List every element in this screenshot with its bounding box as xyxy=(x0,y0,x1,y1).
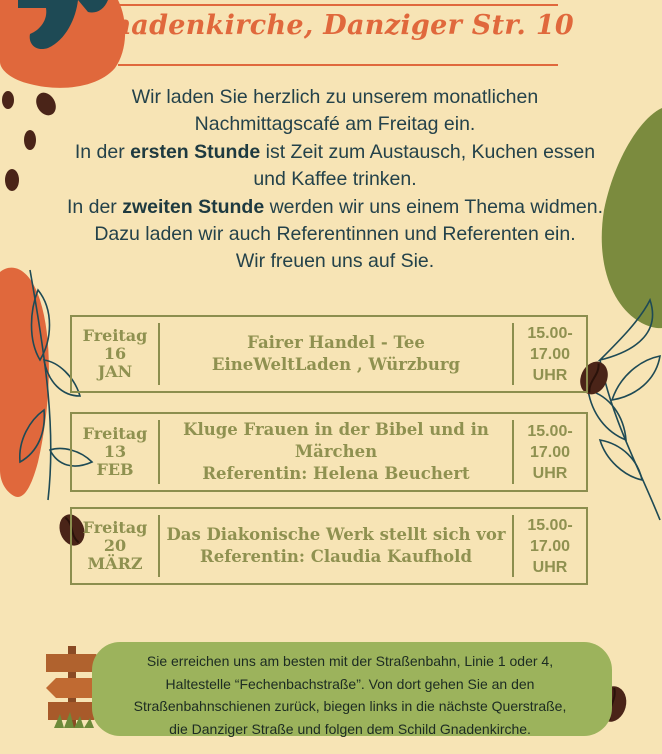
intro-line xyxy=(20,194,650,221)
event-date xyxy=(72,425,158,479)
event-time-unit: UHR xyxy=(532,558,568,576)
footer-directions-text xyxy=(80,650,620,740)
event-date xyxy=(72,519,158,573)
event-weekday: Freitag xyxy=(82,424,148,443)
footer-line: die Danziger Straße und folgen dem Schild Gnadenkirche. xyxy=(169,720,531,737)
intro-line: und Kaffee trinken. xyxy=(253,168,417,191)
event-day: 13 xyxy=(103,442,127,461)
event-description xyxy=(160,332,512,376)
title-rule-bottom xyxy=(118,64,558,66)
event-day: 16 xyxy=(103,344,127,363)
intro-line: Wir freuen uns auf Sie. xyxy=(235,250,435,273)
intro-line xyxy=(20,139,650,166)
event-time xyxy=(514,515,586,578)
event-card-maerz xyxy=(70,507,588,585)
event-month: MÄRZ xyxy=(87,554,143,573)
intro-text-part: werden wir uns einem Thema widmen. xyxy=(264,195,604,218)
event-date xyxy=(72,327,158,381)
event-time-start: 15.00- xyxy=(527,422,573,440)
footer-line: Haltestelle “Fechenbachstraße”. Von dort gehen Sie an den xyxy=(165,675,535,692)
event-month: JAN xyxy=(97,362,133,381)
event-line: Kluge Frauen in der Bibel und in xyxy=(183,420,489,439)
event-line: Referentin: Helena Beuchert xyxy=(202,464,470,483)
event-line: Märchen xyxy=(294,442,378,461)
orange-blob-left xyxy=(0,268,49,497)
intro-text-part: In der xyxy=(74,140,131,163)
intro-line: Nachmittagscafé am Freitag ein. xyxy=(194,113,476,136)
event-time-unit: UHR xyxy=(532,366,568,384)
event-weekday: Freitag xyxy=(82,518,148,537)
event-time-start: 15.00- xyxy=(527,324,573,342)
page-title: Gnadenkirche, Danziger Str. 10 xyxy=(87,10,574,41)
footer-line: Sie erreichen uns am besten mit der Straßenbahn, Linie 1 oder 4, xyxy=(146,653,554,669)
event-description xyxy=(160,419,512,485)
event-card-feb xyxy=(70,412,588,492)
coffee-dot xyxy=(5,169,19,191)
event-card-jan xyxy=(70,315,588,393)
footer-line: Straßenbahnschienen zurück, biegen links in die nächste Querstraße, xyxy=(133,698,567,714)
intro-bold: zweiten Stunde xyxy=(122,195,265,218)
event-month: FEB xyxy=(96,460,134,479)
event-time-unit: UHR xyxy=(532,464,568,482)
event-time xyxy=(514,421,586,484)
intro-text-part: In der xyxy=(66,195,123,218)
intro-line: Dazu laden wir auch Referentinnen und Referenten ein. xyxy=(94,223,576,246)
leaf-branch-icon xyxy=(588,300,660,520)
intro-line: Wir laden Sie herzlich zu unserem monatlichen xyxy=(131,86,539,108)
event-weekday: Freitag xyxy=(82,326,148,345)
event-line: Referentin: Claudia Kaufhold xyxy=(200,547,472,566)
intro-bold: ersten Stunde xyxy=(130,140,261,163)
event-line: Fairer Handel - Tee xyxy=(247,333,425,352)
intro-text-part: ist Zeit zum Austausch, Kuchen essen xyxy=(260,140,596,163)
event-time-end: 17.00 xyxy=(529,345,571,363)
event-time-end: 17.00 xyxy=(529,537,571,555)
event-line: EineWeltLaden , Würzburg xyxy=(211,355,461,374)
event-time-start: 15.00- xyxy=(527,516,573,534)
event-line: Das Diakonische Werk stellt sich vor xyxy=(166,525,506,544)
title-rule-top xyxy=(118,4,558,6)
event-description xyxy=(160,524,512,568)
event-time-end: 17.00 xyxy=(529,443,571,461)
coffee-dot xyxy=(2,91,14,109)
event-time xyxy=(514,323,586,386)
intro-text xyxy=(20,84,650,276)
event-day: 20 xyxy=(103,536,127,555)
